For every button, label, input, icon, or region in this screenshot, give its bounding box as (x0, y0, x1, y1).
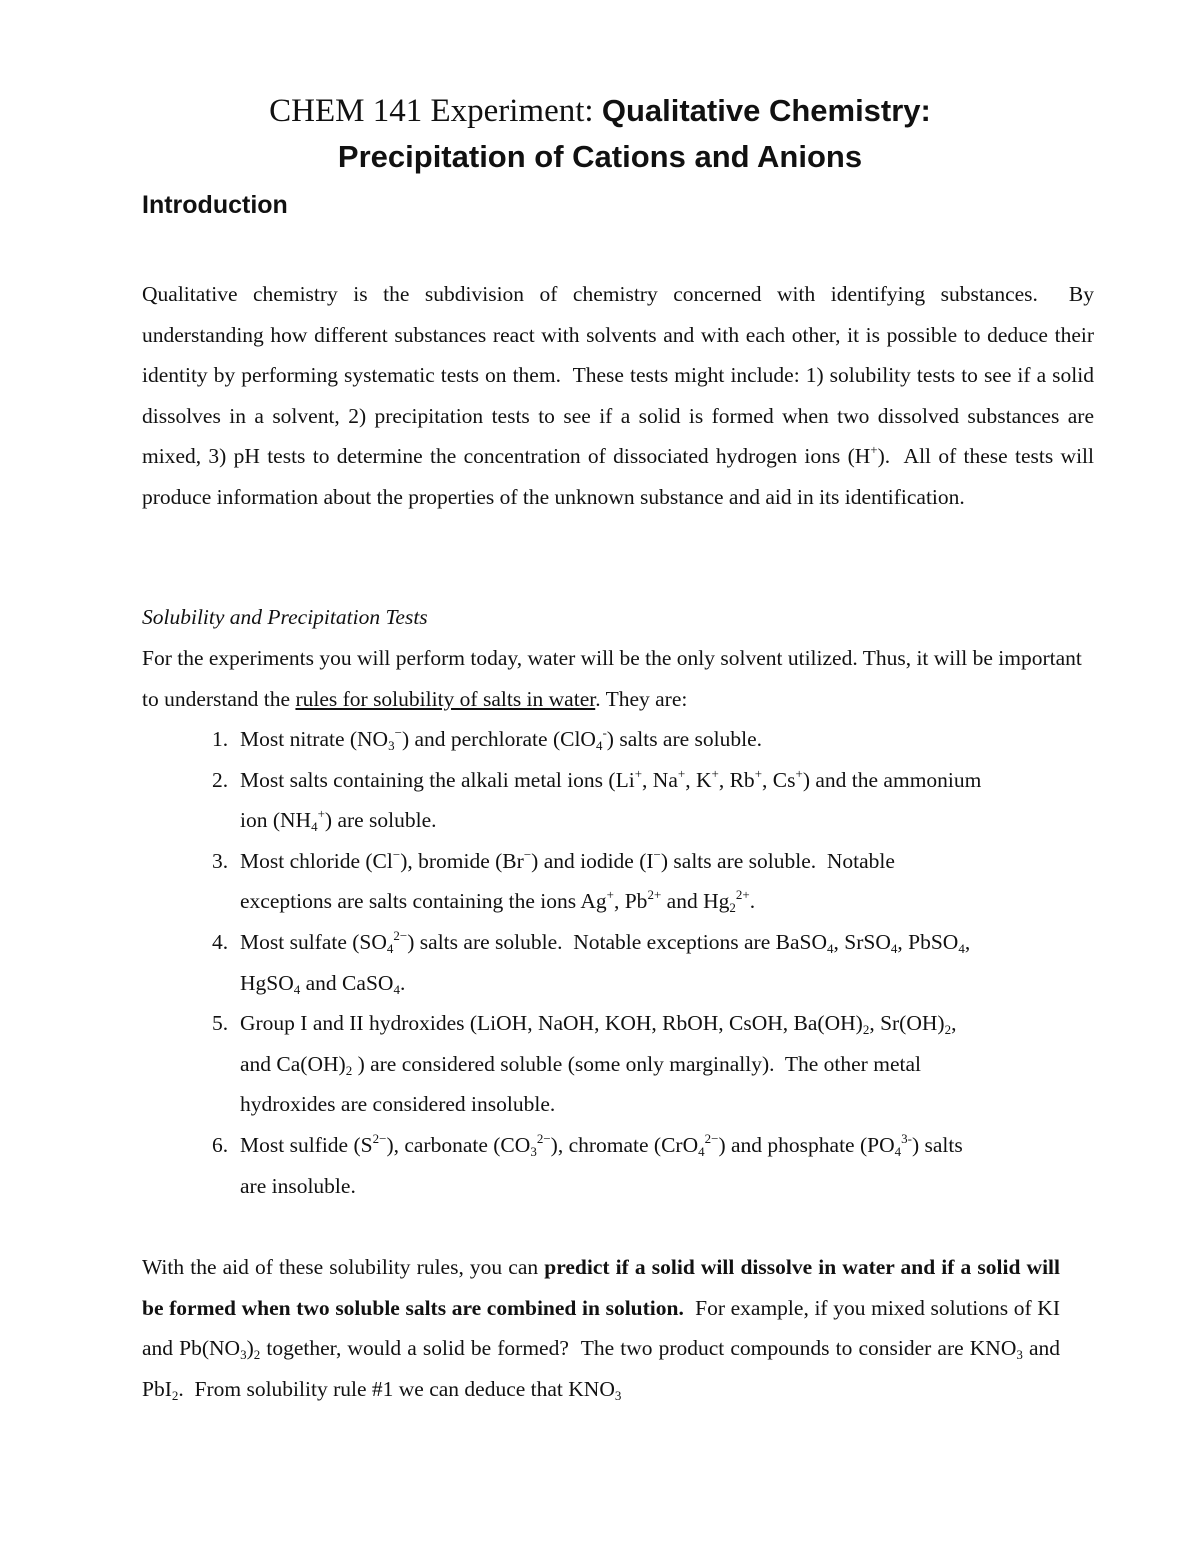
solubility-intro-text: For the experiments you will perform today, water will be the only solvent utilized. Thus, it will be important to understand the (142, 646, 1082, 711)
solubility-rule-item (212, 760, 1092, 841)
solubility-rules-list (212, 719, 1092, 1206)
solubility-rule-item (212, 1125, 1092, 1206)
rule-number: 4. (212, 929, 229, 954)
solubility-rule-item (212, 1003, 1092, 1125)
subheading-solubility: Solubility and Precipitation Tests (142, 605, 428, 629)
rule-text: Most salts containing the alkali metal ions (Li+, Na+, K+, Rb+, Cs+) and the ammonium ion $(NH_4^+)$ are soluble. (240, 765, 982, 835)
rule-text: Group I and II hydroxides (LiOH, NaOH, KOH, RbOH, CsOH, $Ba(OH)_2$, $Sr(OH)_2$, and $Ca(OH)_2$ ) are considered soluble (some only marginally). The other metal hydroxides are considered insoluble. (240, 1011, 957, 1117)
page-title (0, 88, 1200, 180)
rule-text: Most sulfide $(S^{2-})$, carbonate $(CO_3^{2-})$, chromate (CrO$_4^{2-}$) and phosphate $(PO_4^{3-})$ salts are insoluble. (240, 1130, 963, 1198)
title-emphasis: Qualitative Chemistry: (601, 93, 931, 128)
intro-paragraph: Qualitative chemistry is the subdivision of chemistry concerned with identifying substances. By understanding how different substances react with solvents and with each other, it is possible to deduce their identity by performing systematic tests on them. These tests might include: 1) solubility tests to see if a solid dissolves in a solvent, 2) precipitation tests to see if a solid is formed when two dissolved substances are mixed, 3) pH tests to determine the concentration of dissociated hydrogen ions (H+). All of these tests will produce information about the properties of the unknown substance and aid in its identification. (142, 282, 1094, 509)
rule-number: 5. (212, 1011, 229, 1036)
title-course: CHEM 141 Experiment: (269, 93, 602, 129)
solubility-rule-item (212, 922, 1092, 1003)
rule-number: 1. (212, 727, 229, 751)
solubility-rule-item (212, 841, 1092, 922)
closing-paragraph: With the aid of these solubility rules, you can predict if a solid will dissolve in water and if a solid will be formed when two soluble salts are combined in solution. For example, if you mixed solutions of KI and $Pb(NO_3)_2$ together, would a solid be formed? The two product compounds to consider are $KNO_3$ and PbI$_2$. From solubility rule #1 we can deduce that $KNO_3$ (142, 1255, 1060, 1403)
title-line-1 (0, 88, 1200, 134)
rule-number: 3. (212, 848, 229, 873)
solubility-rule-item (212, 719, 1092, 760)
solubility-intro-paragraph (142, 638, 1094, 719)
title-line-2: Precipitation of Cations and Anions (337, 139, 863, 174)
rule-number: 6. (212, 1132, 229, 1157)
solubility-rules-underlined: rules for solubility of salts in water (295, 686, 596, 711)
rule-text: Most nitrate $(NO_3^-)$ and perchlorate (ClO$_4$-) salts are soluble. (240, 725, 763, 753)
solubility-intro-tail: . They are: (595, 686, 688, 711)
rule-text: Most sulfate $(SO_4^{2-})$ salts are soluble. Notable exceptions are BaSO$_4$, SrSO$_4$, PbSO$_4$, HgSO$_4$ and CaSO$_4$. (240, 927, 971, 997)
section-heading-introduction: Introduction (142, 191, 288, 219)
rule-number: 2. (212, 767, 229, 792)
rule-text: Most chloride (Cl−), bromide (Br−) and iodide (I−) salts are soluble. Notable exceptions are salts containing the ions Ag+, $Pb^{2+}$ and $Hg_2^{2+}$. (240, 846, 895, 916)
